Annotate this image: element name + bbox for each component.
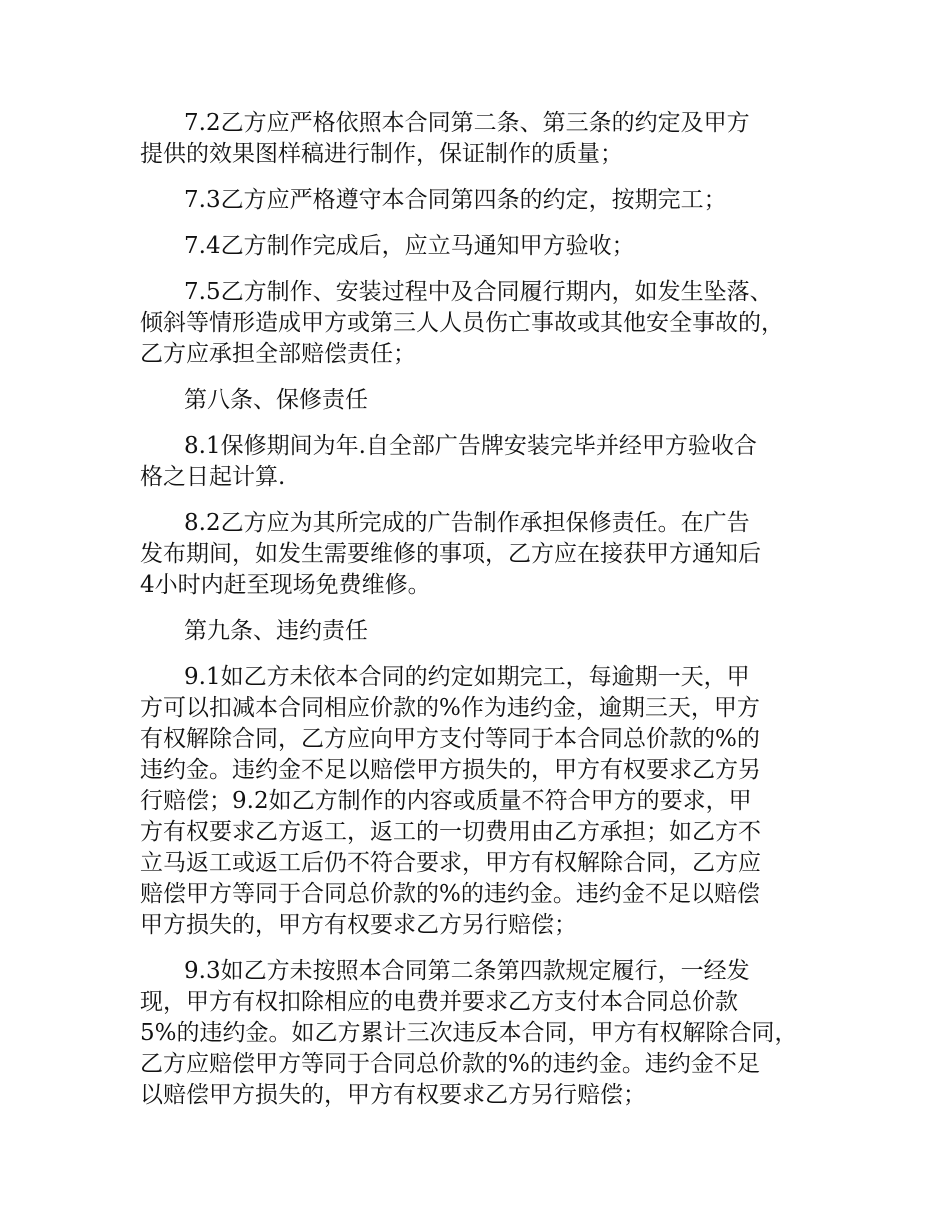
clause-7-5: 7.5乙方制作、安装过程中及合同履行期内，如发生坠落、 倾斜等情形造成甲方或第三人人员伤亡事故或其他安全事故的， 乙方应承担全部赔偿责任； [140, 279, 784, 367]
clause-9-3: 9.3如乙方未按照本合同第二条第四款规定履行，一经发 现，甲方有权扣除相应的电费并要求乙方支付本合同总价款 5%的违约金。如乙方累计三次违反本合同，甲方有权解除合同， 乙方应赔偿甲方等同于合同总价款的%的违约金。违约金不足 以赔偿甲方损失的，甲方有权要求乙方另行赔偿； [140, 958, 798, 1108]
document-page [140, 108, 840, 1126]
clause-9-1-9-2: 9.1如乙方未依本合同的约定如期完工，每逾期一天，甲 方可以扣减本合同相应价款的%作为违约金，逾期三天，甲方 有权解除合同，乙方应向甲方支付等同于本合同总价款的%的 违约金。违约金不足以赔偿甲方损失的，甲方有权要求乙方另 行赔偿；9.2如乙方制作的内容或质量不符合甲方的要求，甲 方有权要求乙方返工，返工的一切费用由乙方承担；如乙方不 立马返工或返工后仍不符合要求，甲方有权解除合同，乙方应 赔偿甲方等同于合同总价款的%的违约金。违约金不足以赔偿 甲方损失的，甲方有权要求乙方另行赔偿； [140, 664, 761, 938]
clause-7-2: 7.2乙方应严格依照本合同第二条、第三条的约定及甲方 提供的效果图样稿进行制作，保证制作的质量； [140, 110, 750, 167]
clause-8-2: 8.2乙方应为其所完成的广告制作承担保修责任。在广告 发布期间，如发生需要维修的事项，乙方应在接获甲方通知后 4小时内赶至现场免费维修。 [140, 510, 761, 598]
clause-8-1: 8.1保修期间为年.自全部广告牌安装完毕并经甲方验收合 格之日起计算. [140, 433, 757, 490]
clause-7-3: 7.3乙方应严格遵守本合同第四条的约定，按期完工； [184, 187, 727, 213]
section-9-heading: 第九条、违约责任 [184, 618, 368, 644]
section-8-heading: 第八条、保修责任 [184, 387, 368, 413]
clause-7-4: 7.4乙方制作完成后，应立马通知甲方验收； [184, 233, 635, 259]
